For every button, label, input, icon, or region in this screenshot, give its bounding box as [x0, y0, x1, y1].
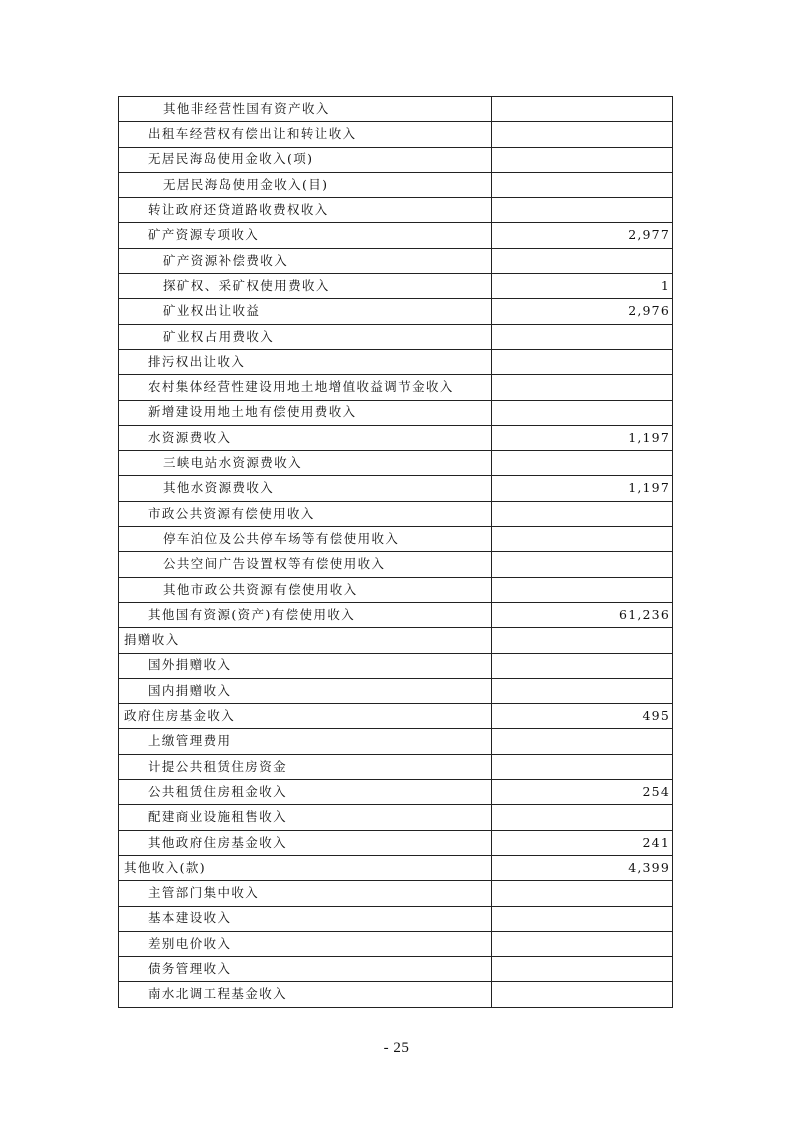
item-amount-cell	[492, 982, 673, 1007]
table-row	[119, 982, 673, 1007]
item-amount-cell	[492, 375, 673, 400]
item-amount-cell	[492, 451, 673, 476]
item-name-cell: 其他市政公共资源有偿使用收入	[119, 577, 492, 602]
item-name-cell: 上缴管理费用	[119, 729, 492, 754]
table-row	[119, 476, 673, 501]
item-amount-cell	[492, 97, 673, 122]
item-amount-cell	[492, 552, 673, 577]
item-amount-cell	[492, 400, 673, 425]
item-name-cell: 国外捐赠收入	[119, 653, 492, 678]
item-name-cell: 差别电价收入	[119, 931, 492, 956]
table-row	[119, 830, 673, 855]
table-row	[119, 198, 673, 223]
item-name-cell: 捐赠收入	[119, 628, 492, 653]
table-row	[119, 172, 673, 197]
table-row	[119, 653, 673, 678]
table-row	[119, 805, 673, 830]
item-amount-cell	[492, 501, 673, 526]
table-row	[119, 552, 673, 577]
item-name-cell: 南水北调工程基金收入	[119, 982, 492, 1007]
item-name-cell: 探矿权、采矿权使用费收入	[119, 274, 492, 299]
item-name-cell: 排污权出让收入	[119, 349, 492, 374]
table-row	[119, 451, 673, 476]
item-name-cell: 无居民海岛使用金收入(目)	[119, 172, 492, 197]
item-amount-cell	[492, 805, 673, 830]
table-row	[119, 957, 673, 982]
item-name-cell: 矿业权占用费收入	[119, 324, 492, 349]
table-row	[119, 780, 673, 805]
item-name-cell: 其他收入(款)	[119, 855, 492, 880]
item-amount-cell	[492, 881, 673, 906]
item-name-cell: 其他水资源费收入	[119, 476, 492, 501]
item-name-cell: 公共空间广告设置权等有偿使用收入	[119, 552, 492, 577]
item-amount-cell: 2,977	[492, 223, 673, 248]
item-amount-cell	[492, 957, 673, 982]
table-row	[119, 274, 673, 299]
table-row	[119, 628, 673, 653]
item-amount-cell	[492, 628, 673, 653]
item-amount-cell: 4,399	[492, 855, 673, 880]
item-amount-cell	[492, 248, 673, 273]
table-row	[119, 577, 673, 602]
item-name-cell: 转让政府还贷道路收费权收入	[119, 198, 492, 223]
table-row	[119, 324, 673, 349]
item-name-cell: 国内捐赠收入	[119, 678, 492, 703]
item-name-cell: 矿产资源专项收入	[119, 223, 492, 248]
item-amount-cell	[492, 729, 673, 754]
item-amount-cell: 1	[492, 274, 673, 299]
item-name-cell: 其他政府住房基金收入	[119, 830, 492, 855]
item-name-cell: 债务管理收入	[119, 957, 492, 982]
item-amount-cell	[492, 122, 673, 147]
item-amount-cell	[492, 172, 673, 197]
item-name-cell: 无居民海岛使用金收入(项)	[119, 147, 492, 172]
item-name-cell: 三峡电站水资源费收入	[119, 451, 492, 476]
item-name-cell: 矿产资源补偿费收入	[119, 248, 492, 273]
item-amount-cell	[492, 198, 673, 223]
revenue-table-body	[119, 97, 673, 1008]
table-row	[119, 248, 673, 273]
item-name-cell: 市政公共资源有偿使用收入	[119, 501, 492, 526]
item-amount-cell	[492, 527, 673, 552]
table-row	[119, 678, 673, 703]
item-name-cell: 政府住房基金收入	[119, 704, 492, 729]
table-row	[119, 97, 673, 122]
table-row	[119, 729, 673, 754]
table-row	[119, 704, 673, 729]
item-name-cell: 停车泊位及公共停车场等有偿使用收入	[119, 527, 492, 552]
table-row	[119, 855, 673, 880]
table-row	[119, 931, 673, 956]
item-amount-cell	[492, 931, 673, 956]
table-row	[119, 754, 673, 779]
table-row	[119, 299, 673, 324]
item-amount-cell	[492, 324, 673, 349]
item-amount-cell	[492, 678, 673, 703]
item-name-cell: 计提公共租赁住房资金	[119, 754, 492, 779]
table-row	[119, 425, 673, 450]
item-name-cell: 其他非经营性国有资产收入	[119, 97, 492, 122]
item-name-cell: 配建商业设施租售收入	[119, 805, 492, 830]
table-row	[119, 501, 673, 526]
table-row	[119, 349, 673, 374]
table-row	[119, 147, 673, 172]
item-amount-cell: 2,976	[492, 299, 673, 324]
item-amount-cell: 241	[492, 830, 673, 855]
item-name-cell: 出租车经营权有偿出让和转让收入	[119, 122, 492, 147]
item-amount-cell	[492, 754, 673, 779]
item-name-cell: 新增建设用地土地有偿使用费收入	[119, 400, 492, 425]
item-amount-cell	[492, 653, 673, 678]
table-row	[119, 122, 673, 147]
table-row	[119, 881, 673, 906]
table-row	[119, 375, 673, 400]
revenue-table	[118, 96, 673, 1008]
item-amount-cell	[492, 577, 673, 602]
item-amount-cell: 254	[492, 780, 673, 805]
item-amount-cell: 61,236	[492, 602, 673, 627]
item-amount-cell	[492, 906, 673, 931]
item-name-cell: 水资源费收入	[119, 425, 492, 450]
item-amount-cell	[492, 349, 673, 374]
table-row	[119, 906, 673, 931]
item-name-cell: 农村集体经营性建设用地土地增值收益调节金收入	[119, 375, 492, 400]
item-amount-cell: 1,197	[492, 425, 673, 450]
item-amount-cell: 1,197	[492, 476, 673, 501]
table-row	[119, 223, 673, 248]
item-name-cell: 主管部门集中收入	[119, 881, 492, 906]
item-name-cell: 矿业权出让收益	[119, 299, 492, 324]
item-name-cell: 其他国有资源(资产)有偿使用收入	[119, 602, 492, 627]
table-row	[119, 602, 673, 627]
table-row	[119, 527, 673, 552]
item-name-cell: 基本建设收入	[119, 906, 492, 931]
item-amount-cell	[492, 147, 673, 172]
item-amount-cell: 495	[492, 704, 673, 729]
page-number: - 25	[383, 1040, 410, 1056]
table-row	[119, 400, 673, 425]
item-name-cell: 公共租赁住房租金收入	[119, 780, 492, 805]
